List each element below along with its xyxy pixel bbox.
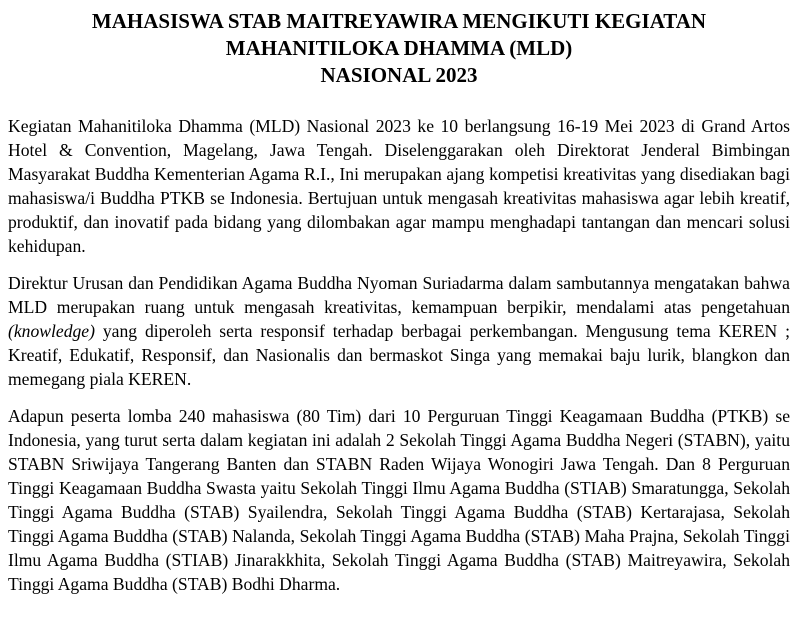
- paragraph-2-emphasis: (knowledge): [8, 321, 95, 341]
- article-title: [8, 8, 790, 89]
- title-line-1: MAHASISWA STAB MAITREYAWIRA MENGIKUTI KEGIATAN: [91, 9, 707, 33]
- article-body: [8, 114, 790, 596]
- paragraph-2-text-before: Direktur Urusan dan Pendidikan Agama Buddha Nyoman Suriadarma dalam sambutannya mengatakan bahwa MLD merupakan ruang untuk mengasah kreativitas, kemampuan berpikir, mendalami atas pengetahuan: [8, 273, 790, 317]
- paragraph-3: Adapun peserta lomba 240 mahasiswa (80 Tim) dari 10 Perguruan Tinggi Keagamaan Buddha (PTKB) se Indonesia, yang turut serta dalam kegiatan ini adalah 2 Sekolah Tinggi Agama Buddha Negeri (STABN), yaitu STABN Sriwijaya Tangerang Banten dan STABN Raden Wijaya Wonogiri Jawa Tengah. Dan 8 Perguruan Tinggi Keagamaan Buddha Swasta yaitu Sekolah Tinggi Ilmu Agama Buddha (STIAB) Smaratungga, Sekolah Tinggi Agama Buddha (STAB) Syailendra, Sekolah Tinggi Agama Buddha (STAB) Kertarajasa, Sekolah Tinggi Agama Buddha (STAB) Nalanda, Sekolah Tinggi Agama Buddha (STAB) Maha Prajna, Sekolah Tinggi Ilmu Agama Buddha (STIAB) Jinarakkhita, Sekolah Tinggi Agama Buddha (STAB) Maitreyawira, Sekolah Tinggi Agama Buddha (STAB) Bodhi Dharma.: [8, 406, 790, 594]
- document-page: [8, 8, 790, 634]
- title-line-3: NASIONAL 2023: [320, 63, 478, 87]
- paragraph-2: [8, 271, 790, 391]
- paragraph-2-text-after: yang diperoleh serta responsif terhadap berbagai perkembangan. Mengusung tema KEREN ; Kreatif, Edukatif, Responsif, dan Nasionalis dan bermaskot Singa yang memakai baju lurik, blangkon dan memegang piala KEREN.: [8, 321, 790, 389]
- title-line-2: MAHANITILOKA DHAMMA (MLD): [225, 36, 573, 60]
- paragraph-1: Kegiatan Mahanitiloka Dhamma (MLD) Nasional 2023 ke 10 berlangsung 16-19 Mei 2023 di Grand Artos Hotel & Convention, Magelang, Jawa Tengah. Diselenggarakan oleh Direktorat Jenderal Bimbingan Masyarakat Buddha Kementerian Agama R.I., Ini merupakan ajang kompetisi kreativitas yang disediakan bagi mahasiswa/i Buddha PTKB se Indonesia. Bertujuan untuk mengasah kreativitas mahasiswa agar lebih kreatif, produktif, dan inovatif pada bidang yang dilombakan agar mampu menghadapi tantangan dan mencari solusi kehidupan.: [8, 116, 790, 256]
